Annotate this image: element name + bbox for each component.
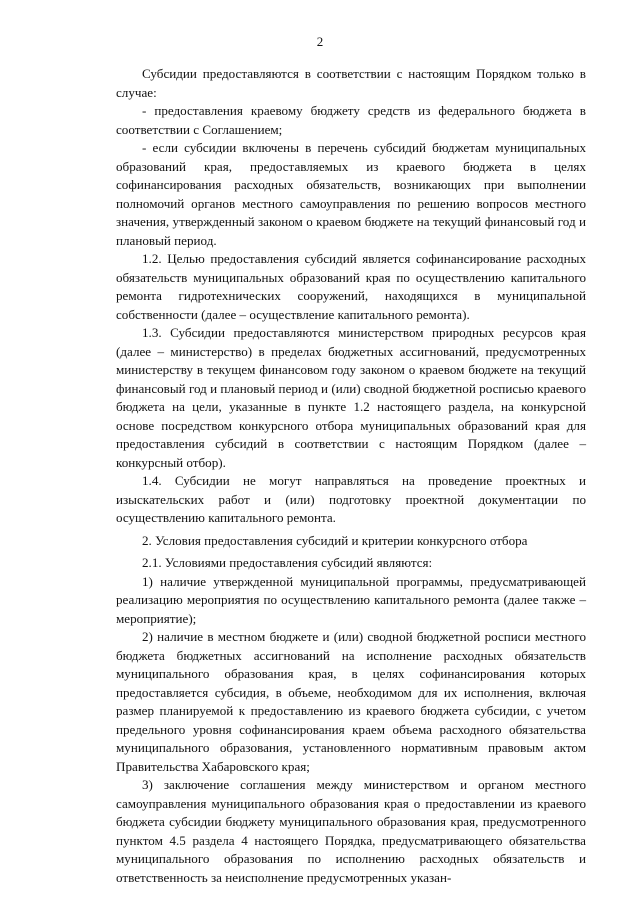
paragraph-intro: Субсидии предоставляются в соответствии с настоящим Порядком только в случае: bbox=[116, 66, 586, 100]
paragraph-2-1-item-3: 3) заключение соглашения между министерством и органом местного самоуправления муниципального образования края о предоставлении из краевого бюджета субсидии бюджету муниципального образования края, предусмотренного пунктом 4.5 раздела 4 настоящего Порядка, предусматривающего обязательства муниципального образования по исполнению расходных обязательств и ответственность за неисполнение предусмотренных указан- bbox=[116, 777, 586, 885]
paragraph-1-4: 1.4. Субсидии не могут направляться на проведение проектных и изыскательских работ и (или) подготовку проектной документации по осуществлению капитального ремонта. bbox=[116, 473, 586, 525]
page-number: 2 bbox=[316, 34, 324, 49]
paragraph-1-2: 1.2. Целью предоставления субсидий является софинансирование расходных обязательств муниципальных образований края по осуществлению капитального ремонта гидротехнических сооружений, находящихся в муниципальной собственности (далее – осуществление капитального ремонта). bbox=[116, 251, 586, 322]
paragraph-2-1-item-2: 2) наличие в местном бюджете и (или) сводной бюджетной росписи местного бюджета бюджетных ассигнований на исполнение расходных обязательств муниципального образования края, в целях софинансирования которых предоставляется субсидия, в объеме, необходимом для их исполнения, включая размер планируемой к предоставлению из краевого бюджета субсидии, с учетом предельного уровня софинансирования краем объема расходного обязательства муниципального образования, установленного нормативным правовым актом Правительства Хабаровского края; bbox=[116, 629, 586, 774]
section-2-heading: 2. Условия предоставления субсидий и критерии конкурсного отбора bbox=[142, 532, 528, 548]
paragraph-1-3: 1.3. Субсидии предоставляются министерством природных ресурсов края (далее – министерство) в пределах бюджетных ассигнований, предусмотренных министерству в текущем финансовом году законом о краевом бюджете на текущий финансовый год и плановый период и (или) сводной бюджетной росписью краевого бюджета на цели, указанные в пункте 1.2 настоящего раздела, на конкурсной основе посредством конкурсного отбора муниципальных образований края для предоставления субсидий в соответствии с настоящим Порядком (далее – конкурсный отбор). bbox=[116, 325, 586, 470]
document-body bbox=[116, 65, 586, 887]
paragraph-2-1: 2.1. Условиями предоставления субсидий являются: bbox=[142, 555, 433, 570]
paragraph-2-1-item-1: 1) наличие утвержденной муниципальной программы, предусматривающей реализацию мероприятия по осуществлению капитального ремонта (далее также – мероприятие); bbox=[116, 573, 586, 626]
paragraph-condition-list: - если субсидии включены в перечень субсидий бюджетам муниципальных образований края, предоставляемых из краевого бюджета в целях софинансирования расходных обязательств, возникающих при выполнении полномочий органов местного самоуправления по решению вопросов местного значения, утвержденный законом о краевом бюджете на текущий финансовый год и плановый период. bbox=[116, 140, 586, 248]
paragraph-condition-federal: - предоставления краевому бюджету средств из федерального бюджета в соответствии с Соглашением; bbox=[116, 103, 586, 137]
